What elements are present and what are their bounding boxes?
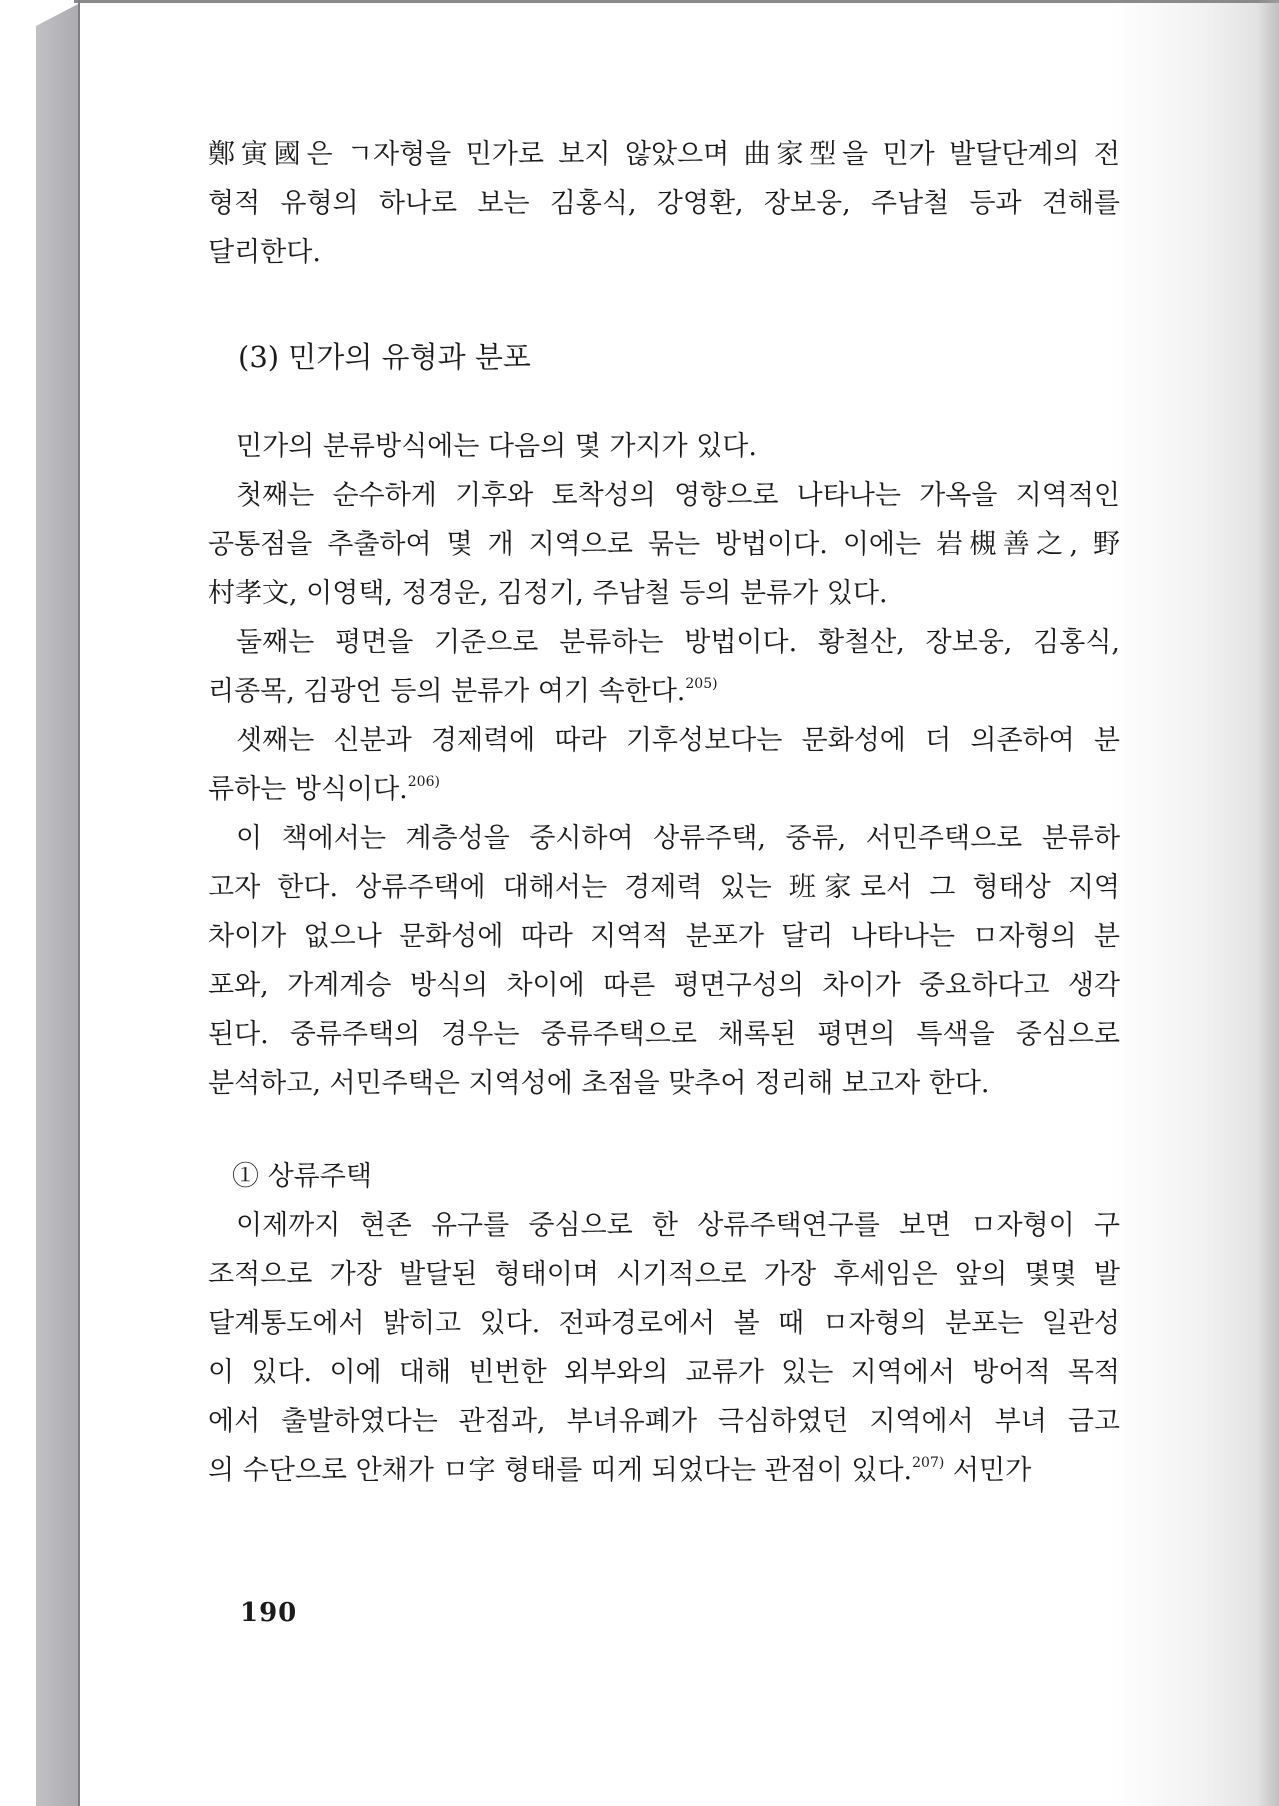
paragraph-second-method	[208, 618, 1120, 716]
paragraph-upper-class-housing	[208, 1201, 1120, 1495]
text-line: 고자 한다. 상류주택에 대해서는 경제력 있는 班家로서 그 형태상 지역	[208, 872, 1120, 903]
text-line: 鄭寅國은 ㄱ자형을 민가로 보지 않았으며 曲家型을 민가 발달단계의 전	[208, 139, 1120, 170]
section-heading: (3) 민가의 유형과 분포	[238, 340, 531, 374]
text-line: 셋째는 신분과 경제력에 따라 기후성보다는 문화성에 더 의존하여 분	[236, 725, 1120, 756]
book-spine	[0, 0, 80, 1806]
paragraph-third-method	[208, 716, 1120, 814]
text-line: 둘째는 평면을 기준으로 분류하는 방법이다. 황철산, 장보웅, 김홍식,	[236, 627, 1120, 658]
text-line: 村孝文, 이영택, 정경운, 김정기, 주남철 등의 분류가 있다.	[208, 578, 888, 609]
text-line: 차이가 없으나 문화성에 따라 지역적 분포가 달리 나타나는 ㅁ자형의 분	[208, 921, 1120, 952]
text-line: 달계통도에서 밝히고 있다. 전파경로에서 볼 때 ㅁ자형의 분포는 일관성	[208, 1308, 1120, 1339]
text-line: 된다. 중류주택의 경우는 중류주택으로 채록된 평면의 특색을 중심으로	[208, 1019, 1120, 1050]
intro-paragraph	[208, 130, 1120, 277]
text-line-content: 리종목, 김광언 등의 분류가 여기 속한다.	[208, 676, 686, 707]
text-line	[208, 667, 1120, 716]
text-line: 달리한다.	[208, 237, 321, 268]
text-line	[208, 1446, 1120, 1495]
subsection-heading: ① 상류주택	[232, 1161, 372, 1192]
text-line: 이제까지 현존 유구를 중심으로 한 상류주택연구를 보면 ㅁ자형이 구	[236, 1210, 1120, 1241]
paragraph-classification-intro	[208, 422, 1120, 471]
page-text	[208, 130, 1120, 1495]
text-line: 포와, 가계계승 방식의 차이에 따른 평면구성의 차이가 중요하다고 생각	[208, 970, 1120, 1001]
text-line: 첫째는 순수하게 기후와 토착성의 영향으로 나타나는 가옥을 지역적인	[236, 480, 1120, 511]
footnote-marker: 205)	[685, 676, 718, 692]
text-line: 형적 유형의 하나로 보는 김홍식, 강영환, 장보웅, 주남철 등과 견해를	[208, 188, 1120, 219]
text-line: 조적으로 가장 발달된 형태이며 시기적으로 가장 후세임은 앞의 몇몇 발	[208, 1259, 1120, 1290]
text-line-content: 류하는 방식이다.	[208, 774, 408, 805]
text-line: 이 책에서는 계층성을 중시하여 상류주택, 중류, 서민주택으로 분류하	[236, 823, 1120, 854]
paragraph-first-method	[208, 471, 1120, 618]
page-number: 190	[240, 1598, 298, 1628]
text-line: 민가의 분류방식에는 다음의 몇 가지가 있다.	[236, 431, 757, 462]
footnote-marker: 206)	[407, 774, 440, 790]
text-line-content: 의 수단으로 안채가 ㅁ字 형태를 띠게 되었다는 관점이 있다.	[208, 1455, 913, 1486]
text-line: 이 있다. 이에 대해 빈번한 외부와의 교류가 있는 지역에서 방어적 목적	[208, 1357, 1120, 1388]
footnote-marker: 207)	[912, 1455, 945, 1471]
paragraph-book-approach	[208, 814, 1120, 1108]
text-line	[208, 765, 1120, 814]
text-line-content: 서민가	[944, 1455, 1032, 1486]
text-line: 공통점을 추출하여 몇 개 지역으로 묶는 방법이다. 이에는 岩槻善之, 野	[208, 529, 1120, 560]
text-line: 분석하고, 서민주택은 지역성에 초점을 맞추어 정리해 보고자 한다.	[208, 1068, 990, 1099]
text-line: 에서 출발하였다는 관점과, 부녀유폐가 극심하였던 지역에서 부녀 금고	[208, 1406, 1120, 1437]
page-edge-shadow	[1257, 0, 1279, 1806]
